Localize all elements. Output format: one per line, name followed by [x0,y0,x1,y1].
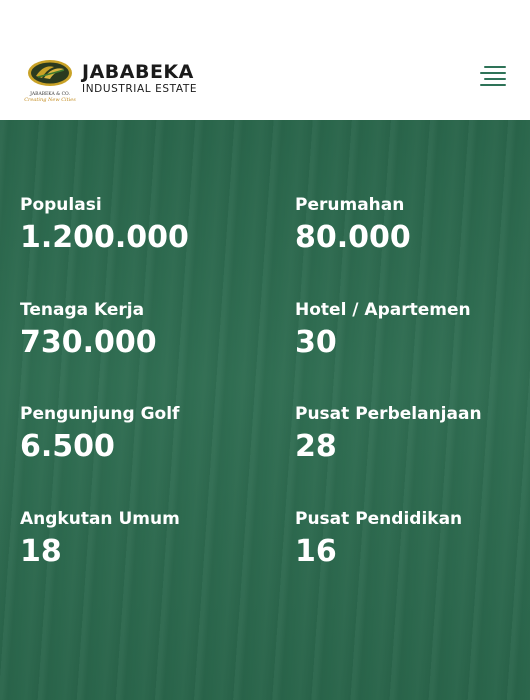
stat-hotel-apartemen [295,299,530,361]
stat-label: Populasi [20,195,102,215]
hamburger-menu-icon[interactable] [476,63,508,89]
menu-line [480,72,506,74]
stat-tenaga-kerja [20,299,260,361]
brand-logo-link[interactable] [24,58,197,104]
stat-label: Pengunjung Golf [20,404,180,424]
stat-angkutan-umum [20,508,260,570]
menu-line [484,66,506,68]
emblem-caption: JABABEKA & CO. [30,92,70,97]
stat-label: Hotel / Apartemen [295,300,471,320]
menu-line [484,78,506,80]
stat-value: 28 [295,429,337,464]
stat-label: Tenaga Kerja [20,300,145,320]
stat-pusat-perbelanjaan [295,403,530,465]
stat-populasi [20,194,260,256]
stat-pengunjung-golf [20,403,260,465]
stat-perumahan [295,194,530,256]
jababeka-emblem-logo [24,58,76,104]
stat-label: Angkutan Umum [20,509,180,529]
stat-value: 80.000 [295,220,411,255]
stat-value: 16 [295,534,337,569]
emblem-tagline: Creating New Cities [24,97,76,103]
stat-label: Perumahan [295,195,405,215]
brand-text [82,62,197,96]
stat-value: 6.500 [20,429,115,464]
stat-label: Pusat Perbelanjaan [295,404,482,424]
stat-label: Pusat Pendidikan [295,509,463,529]
site-header [0,0,530,120]
brand-subtitle: INDUSTRIAL ESTATE [82,83,198,95]
stat-pusat-pendidikan [295,508,530,570]
stat-value: 30 [295,325,337,360]
stat-value: 730.000 [20,325,157,360]
stat-value: 18 [20,534,62,569]
stats-section [0,120,530,700]
menu-line [480,84,506,86]
brand-name: JABABEKA [82,61,194,83]
stat-value: 1.200.000 [20,220,189,255]
emblem-leaf-icon [24,58,76,92]
